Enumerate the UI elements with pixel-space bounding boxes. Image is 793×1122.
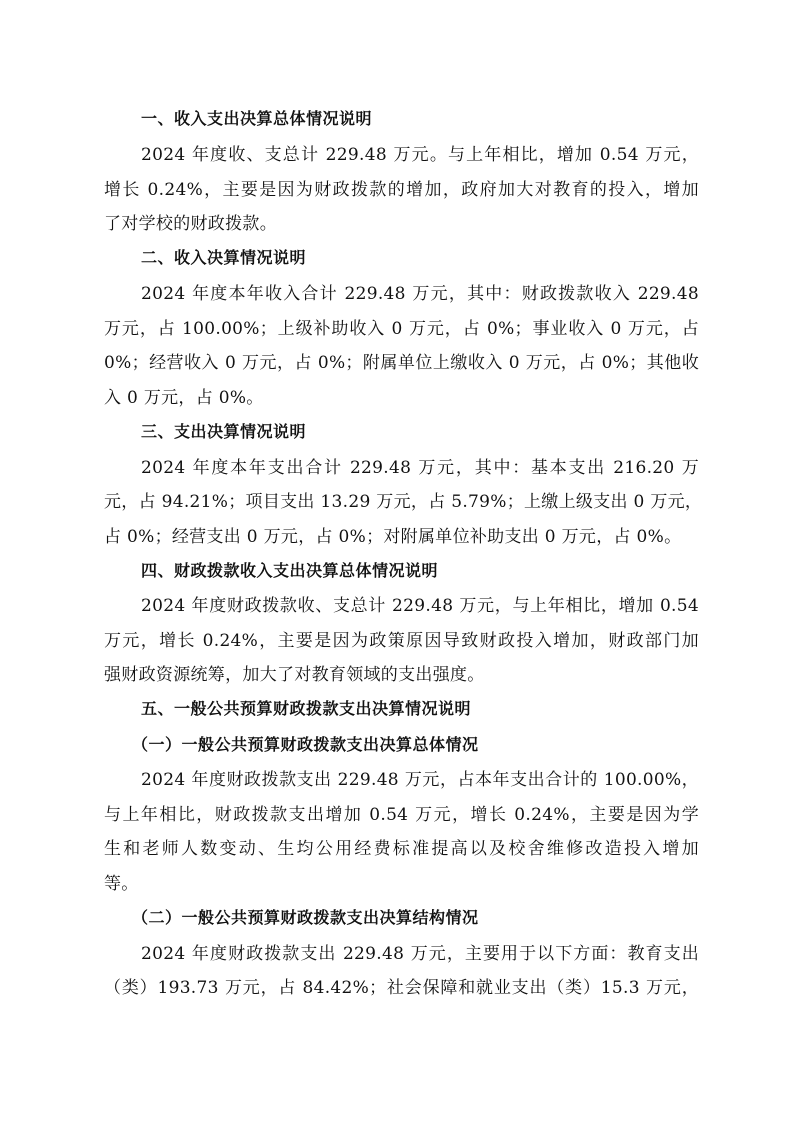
- paragraph-line: 2024 年度财政拨款支出 229.48 万元，主要用于以下方面：教育支出: [141, 944, 699, 964]
- paragraph-line: 万元，占 100.00%；上级补助收入 0 万元，占 0%；事业收入 0 万元，占: [104, 319, 699, 339]
- section-heading-1: 一、收入支出决算总体情况说明: [141, 109, 373, 128]
- paragraph-line: 2024 年度本年支出合计 229.48 万元，其中：基本支出 216.20 万: [141, 458, 699, 478]
- section-heading-4: 四、财政拨款收入支出决算总体情况说明: [141, 561, 439, 580]
- paragraph-line: 入 0 万元，占 0%。: [104, 388, 264, 408]
- paragraph-line: 2024 年度本年收入合计 229.48 万元，其中：财政拨款收入 229.48: [141, 284, 699, 304]
- paragraph-line: 增长 0.24%，主要是因为财政拨款的增加，政府加大对教育的投入，增加: [104, 180, 699, 200]
- paragraph-line: 万元，增长 0.24%，主要是因为政策原因导致财政投入增加，财政部门加: [104, 631, 699, 651]
- subsection-heading-1: （一）一般公共预算财政拨款支出决算总体情况: [132, 735, 479, 754]
- paragraph-line: 2024 年度财政拨款收、支总计 229.48 万元，与上年相比，增加 0.54: [141, 596, 699, 616]
- paragraph-line: 与上年相比，财政拨款支出增加 0.54 万元，增长 0.24%，主要是因为学: [104, 805, 699, 825]
- paragraph-line: 了对学校的财政拨款。: [104, 214, 277, 234]
- paragraph-line: 0%；经营收入 0 万元，占 0%；附属单位上缴收入 0 万元，占 0%；其他收: [104, 353, 699, 373]
- paragraph-line: 等。: [104, 874, 139, 894]
- section-heading-2: 二、收入决算情况说明: [141, 248, 307, 267]
- subsection-heading-2: （二）一般公共预算财政拨款支出决算结构情况: [132, 908, 479, 927]
- section-heading-3: 三、支出决算情况说明: [141, 422, 307, 441]
- paragraph-line: 占 0%；经营支出 0 万元，占 0%；对附属单位补助支出 0 万元，占 0%。: [104, 527, 682, 547]
- paragraph-line: 生和老师人数变动、生均公用经费标准提高以及校舍维修改造投入增加: [104, 839, 699, 859]
- paragraph-line: 2024 年度收、支总计 229.48 万元。与上年相比，增加 0.54 万元，: [141, 145, 699, 165]
- paragraph-line: （类）193.73 万元，占 84.42%；社会保障和就业支出（类）15.3 万元，: [104, 978, 699, 998]
- paragraph-line: 元，占 94.21%；项目支出 13.29 万元，占 5.79%；上缴上级支出 0 万元，: [104, 492, 703, 512]
- section-heading-5: 五、一般公共预算财政拨款支出决算情况说明: [141, 699, 472, 718]
- paragraph-line: 强财政资源统筹，加大了对教育领域的支出强度。: [104, 665, 485, 685]
- paragraph-line: 2024 年度财政拨款支出 229.48 万元，占本年支出合计的 100.00%，: [141, 770, 699, 790]
